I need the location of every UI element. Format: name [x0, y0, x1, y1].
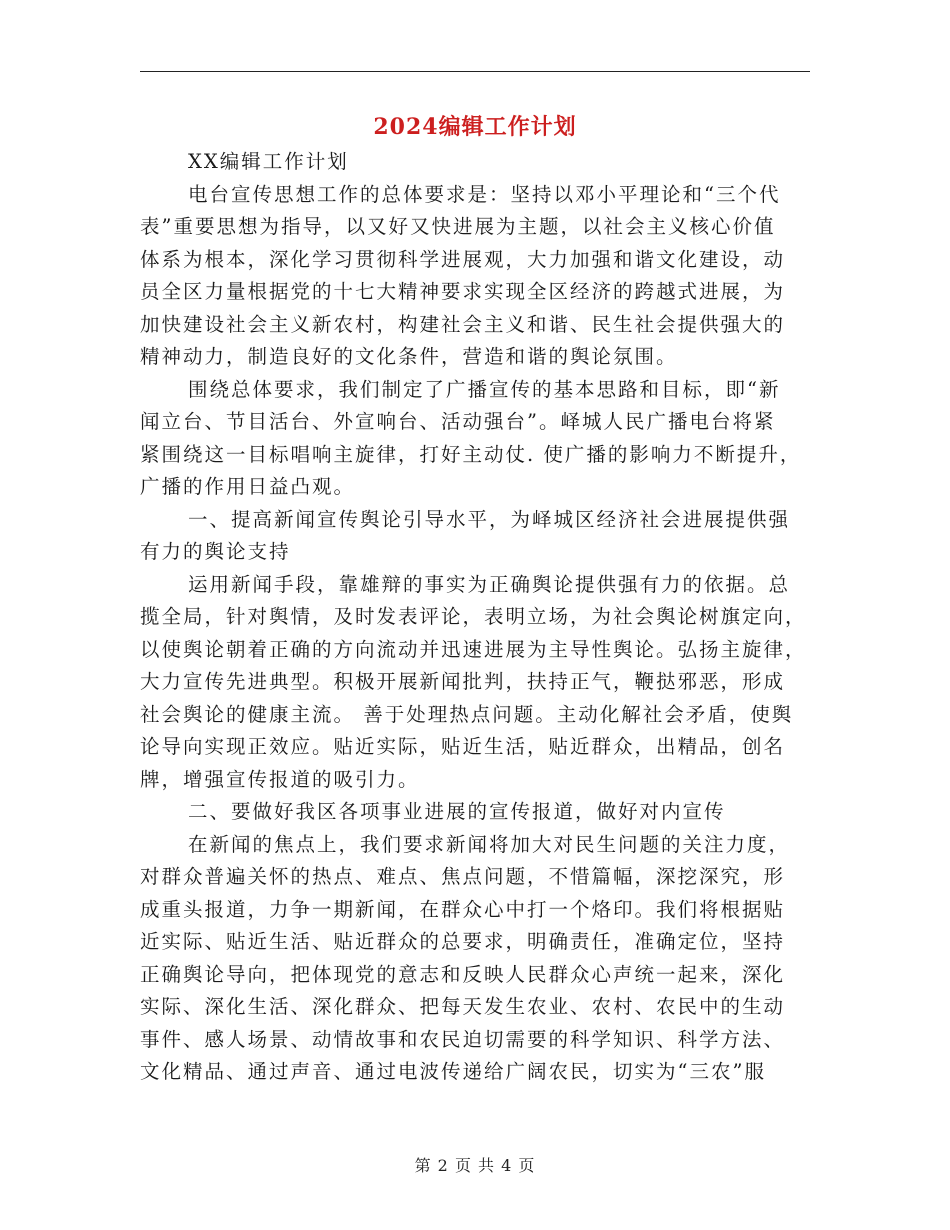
body-line: 大力宣传先进典型。积极开展新闻批判，扶持正气，鞭挞邪恶，形成	[140, 670, 786, 693]
body-line: 以使舆论朝着正确的方向流动并迅速进展为主导性舆论。弘扬主旋律，	[140, 637, 807, 661]
body-line: 电台宣传思想工作的总体要求是：坚持以邓小平理论和“三个代	[188, 182, 781, 206]
body-line: 社会舆论的健康主流。 善于处理热点问题。主动化解社会矛盾，使舆	[140, 702, 794, 726]
body-line: 加快建设社会主义新农村，构建社会主义和谐、民生社会提供强大的	[140, 312, 786, 336]
body-line: 精神动力，制造良好的文化条件，营造和谐的舆论氛围。	[140, 345, 678, 368]
section-heading-line: 有力的舆论支持	[140, 540, 291, 563]
body-line: 对群众普遍关怀的热点、难点、焦点问题，不惜篇幅，深挖深究，形	[140, 865, 786, 888]
body-line: 文化精品、通过声音、通过电波传递给广阔农民，切实为“三农”服	[140, 1060, 766, 1083]
body-line: 实际、深化生活、深化群众、把每天发生农业、农村、农民中的生动	[140, 995, 786, 1018]
body-line: 紧围绕这一目标唱响主旋律，打好主动仗. 使广播的影响力不断提升，	[140, 442, 802, 466]
body-line: 事件、感人场景、动情故事和农民迫切需要的科学知识、科学方法、	[140, 1027, 786, 1051]
document-title: 2024编辑工作计划	[373, 114, 577, 140]
body-line: 员全区力量根据党的十七大精神要求实现全区经济的跨越式进展，为	[140, 280, 786, 303]
body-line: 牌，增强宣传报道的吸引力。	[140, 767, 420, 791]
body-line: 体系为根本，深化学习贯彻科学进展观，大力加强和谐文化建设，动	[140, 247, 786, 271]
body-line: 揽全局，针对舆情，及时发表评论，表明立场，为社会舆论树旗定向，	[140, 605, 807, 628]
header-rule	[140, 71, 810, 72]
body-line: 近实际、贴近生活、贴近群众的总要求，明确责任，准确定位，坚持	[140, 930, 786, 953]
section-heading-line: 一、提高新闻宣传舆论引导水平，为峄城区经济社会进展提供强	[188, 507, 791, 531]
body-line: 成重头报道，力争一期新闻，在群众心中打一个烙印。我们将根据贴	[140, 897, 786, 921]
body-line: XX编辑工作计划	[188, 150, 349, 173]
body-line: 围绕总体要求，我们制定了广播宣传的基本思路和目标，即“新	[188, 377, 781, 401]
body-line: 在新闻的焦点上，我们要求新闻将加大对民生问题的关注力度，	[188, 832, 791, 856]
body-line: 闻立台、节目活台、外宣响台、活动强台”。峄城人民广播电台将紧	[140, 410, 776, 433]
body-line: 表”重要思想为指导，以又好又快进展为主题，以社会主义核心价值	[140, 215, 776, 238]
page-number-footer: 第 2 页 共 4 页	[414, 1156, 536, 1175]
document-body	[140, 146, 812, 1089]
body-line: 广播的作用日益凸观。	[140, 475, 356, 498]
body-line: 论导向实现正效应。贴近实际，贴近生活，贴近群众，出精品，创名	[140, 735, 786, 758]
body-line: 正确舆论导向，把体现党的意志和反映人民群众心声统一起来，深化	[140, 962, 786, 986]
body-line: 运用新闻手段，靠雄辩的事实为正确舆论提供强有力的依据。总	[188, 572, 791, 596]
section-heading-line: 二、要做好我区各项事业进展的宣传报道，做好对内宣传	[188, 800, 726, 823]
